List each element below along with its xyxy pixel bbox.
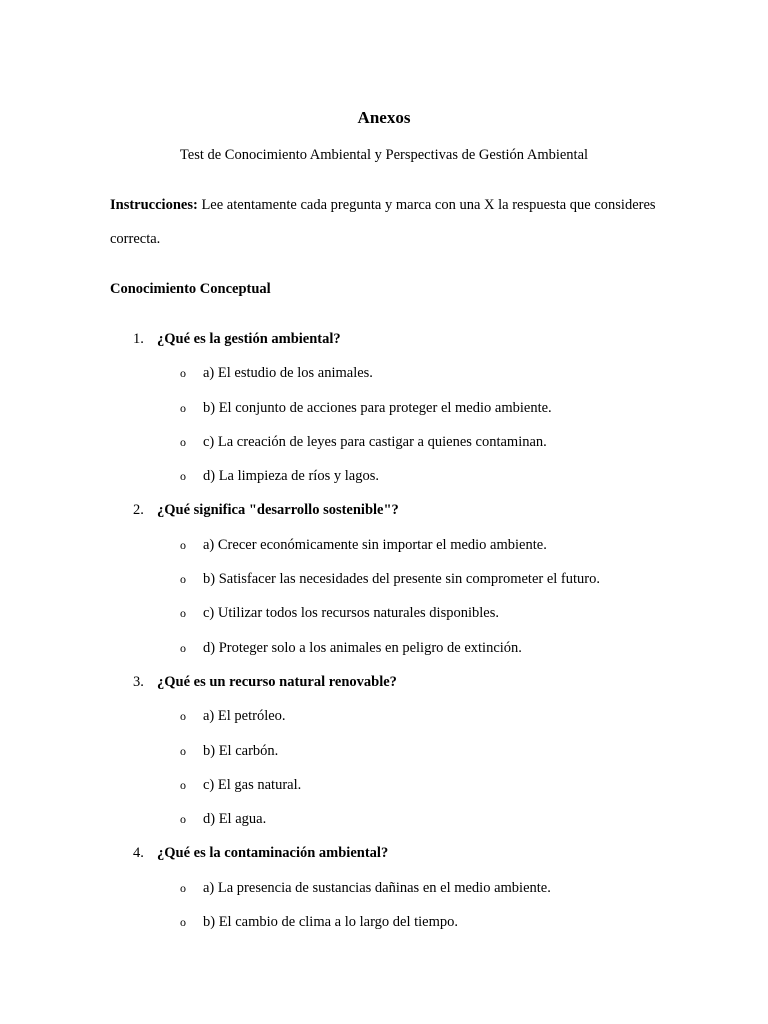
answer-option	[110, 802, 658, 836]
answer-option	[110, 356, 658, 390]
document-body	[110, 188, 658, 939]
question-text: ¿Qué es la contaminación ambiental?	[157, 845, 389, 862]
bullet-icon: o	[180, 777, 186, 792]
question-number: 1.	[133, 331, 144, 347]
instructions-paragraph	[110, 188, 658, 256]
question-item	[110, 322, 658, 356]
option-text: d) Proteger solo a los animales en peligro de extinción.	[203, 639, 522, 656]
option-text: b) El carbón.	[203, 742, 279, 759]
answer-option	[110, 528, 658, 562]
option-text: c) Utilizar todos los recursos naturales disponibles.	[203, 605, 499, 622]
option-text: d) La limpieza de ríos y lagos.	[203, 468, 379, 485]
question-number: 4.	[133, 845, 144, 862]
question-text: ¿Qué es un recurso natural renovable?	[157, 673, 397, 690]
answer-option	[110, 905, 658, 939]
answer-option	[110, 631, 658, 665]
question-text: ¿Qué significa "desarrollo sostenible"?	[157, 502, 399, 519]
bullet-icon: o	[180, 812, 186, 827]
instructions-label: Instrucciones:	[110, 197, 198, 213]
bullet-icon: o	[180, 606, 186, 621]
bullet-icon: o	[180, 469, 186, 484]
option-text: c) El gas natural.	[203, 776, 302, 793]
option-text: a) La presencia de sustancias dañinas en el medio ambiente.	[203, 879, 551, 896]
answer-option	[110, 391, 658, 425]
section-title: Conocimiento Conceptual	[110, 281, 271, 297]
answer-option	[110, 562, 658, 596]
bullet-icon: o	[180, 366, 186, 381]
option-text: b) Satisfacer las necesidades del presente sin comprometer el futuro.	[203, 571, 600, 588]
bullet-icon: o	[180, 743, 186, 758]
answer-option	[110, 699, 658, 733]
instructions-text: Lee atentamente cada pregunta y marca con una X la respuesta que consideres correcta.	[110, 197, 656, 247]
answer-option	[110, 459, 658, 493]
question-item	[110, 665, 658, 699]
answer-option	[110, 734, 658, 768]
answer-option	[110, 871, 658, 905]
bullet-icon: o	[180, 880, 186, 895]
option-text: b) El cambio de clima a lo largo del tiempo.	[203, 914, 459, 931]
option-text: b) El conjunto de acciones para proteger el medio ambiente.	[203, 399, 552, 416]
page-title: Anexos	[357, 108, 411, 127]
bullet-icon: o	[180, 709, 186, 724]
question-number: 2.	[133, 502, 144, 519]
page-subtitle: Test de Conocimiento Ambiental y Perspectivas de Gestión Ambiental	[179, 147, 589, 163]
question-number: 3.	[133, 673, 144, 690]
answer-option	[110, 768, 658, 802]
question-text: ¿Qué es la gestión ambiental?	[157, 331, 341, 347]
answer-option	[110, 425, 658, 459]
question-item	[110, 493, 658, 527]
bullet-icon: o	[180, 434, 186, 449]
option-text: a) El petróleo.	[203, 708, 286, 725]
option-text: a) Crecer económicamente sin importar el medio ambiente.	[203, 536, 547, 553]
answer-option	[110, 596, 658, 630]
bullet-icon: o	[180, 400, 186, 415]
option-text: d) El agua.	[203, 811, 267, 828]
bullet-icon: o	[180, 572, 186, 587]
bullet-icon: o	[180, 640, 186, 655]
question-list	[110, 322, 658, 939]
bullet-icon: o	[180, 915, 186, 930]
question-item	[110, 836, 658, 870]
option-text: c) La creación de leyes para castigar a quienes contaminan.	[203, 433, 547, 450]
bullet-icon: o	[180, 537, 186, 552]
option-text: a) El estudio de los animales.	[203, 365, 373, 382]
